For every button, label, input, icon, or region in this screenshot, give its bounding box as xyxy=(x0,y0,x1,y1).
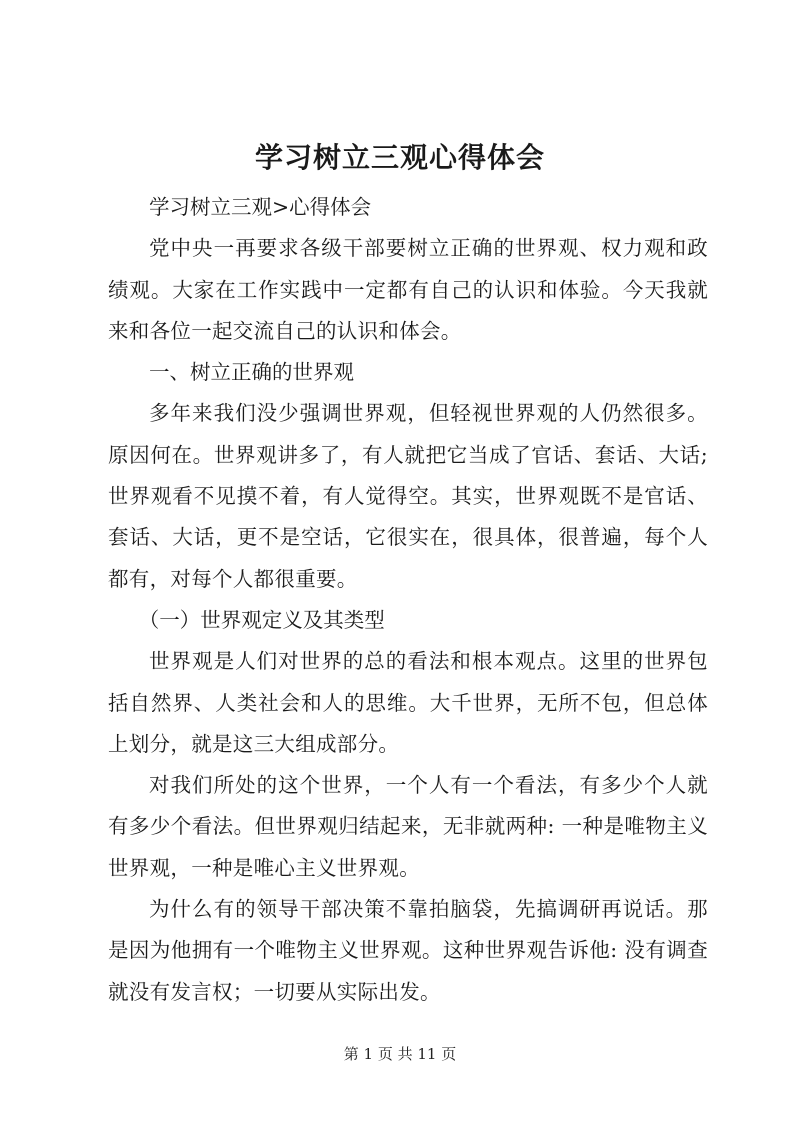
paragraph-worldview-types: 对我们所处的这个世界，一个人有一个看法，有多少个人就有多少个看法。但世界观归结起来，无非就两种: 一种是唯物主义世界观，一种是唯心主义世界观。 xyxy=(108,773,708,880)
paragraph-materialist-worldview: 为什么有的领导干部决策不靠拍脑袋，先搞调研再说话。那是因为他拥有一个唯物主义世界观。这种世界观告诉他: 没有调查就没有发言权；一切要从实际出发。 xyxy=(108,897,708,1004)
paragraph-worldview-definition: 世界观是人们对世界的总的看法和根本观点。这里的世界包括自然界、人类社会和人的思维。大千世界，无所不包，但总体上划分，就是这三大组成部分。 xyxy=(108,649,708,756)
document-title: 学习树立三观心得体会 xyxy=(254,141,545,174)
subsection-heading-1: （一）世界观定义及其类型 xyxy=(138,607,385,632)
section-heading-1: 一、树立正确的世界观 xyxy=(149,360,354,385)
page-number: 第 1 页 共 11 页 xyxy=(343,1045,457,1063)
document-subtitle: 学习树立三观>心得体会 xyxy=(149,195,372,219)
paragraph-worldview-emphasis: 多年来我们没少强调世界观，但轻视世界观的人仍然很多。原因何在。世界观讲多了，有人就把它当成了官话、套话、大话;世界观看不见摸不着，有人觉得空。其实，世界观既不是官话、套话、大话，更不是空话，它很实在，很具体，很普遍，每个人都有，对每个人都很重要。 xyxy=(108,401,708,591)
document-body xyxy=(108,187,708,1013)
paragraph-intro: 党中央一再要求各级干部要树立正确的世界观、权力观和政绩观。大家在工作实践中一定都有自己的认识和体验。今天我就来和各位一起交流自己的认识和体会。 xyxy=(108,236,708,343)
